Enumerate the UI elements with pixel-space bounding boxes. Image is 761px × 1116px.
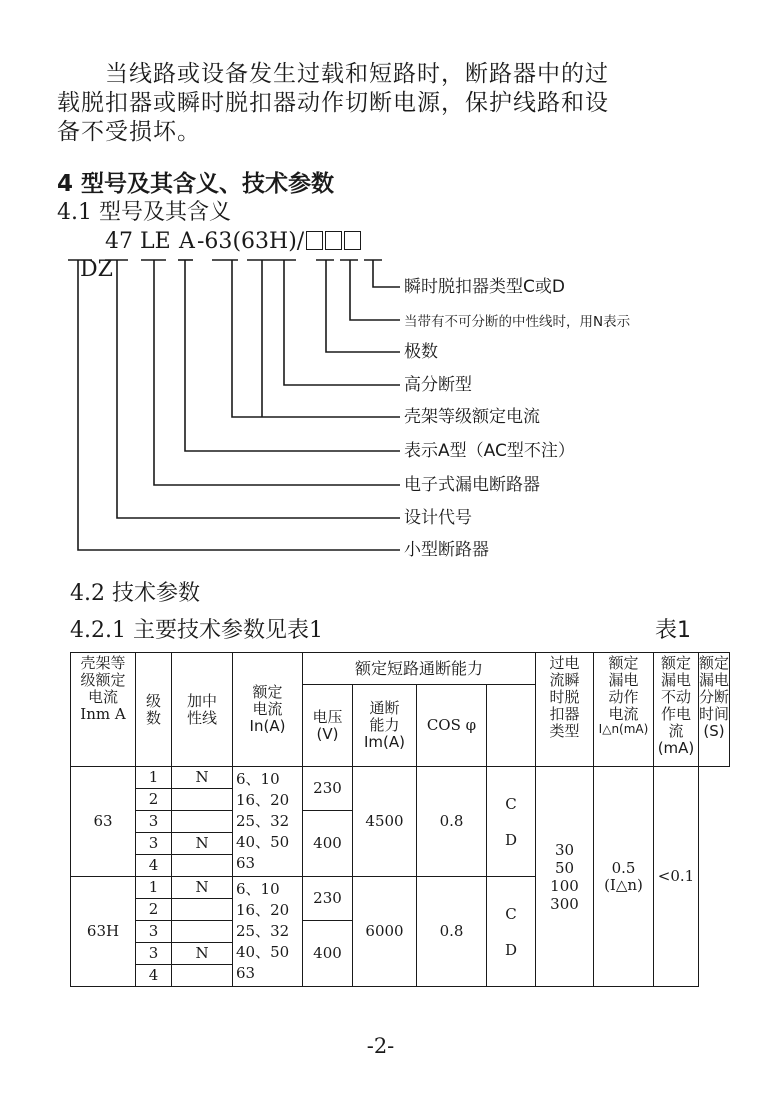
table-row-poles: 1: [136, 767, 172, 789]
section-4-2-1-heading: 4.2.1 主要技术参数见表1: [70, 618, 323, 643]
label-neutral: 当带有不可分断的中性线时，用N表示: [404, 314, 631, 330]
intro-line-2: 载脱扣器或瞬时脱扣器动作切断电源，保护线路和设: [57, 90, 609, 116]
rated-current-list-63h: 6、10 16、20 25、32 40、50 63: [233, 877, 303, 987]
voltage-400-63h: 400: [303, 921, 353, 987]
voltage-230-63: 230: [303, 767, 353, 811]
table-row-neutral: [172, 921, 233, 943]
code-a: A: [179, 229, 195, 254]
table-row-poles: 2: [136, 789, 172, 811]
label-frame-current: 壳架等级额定电流: [404, 407, 540, 427]
th-trip-type: 过电 流瞬 时脱 扣器 类型: [536, 653, 594, 767]
table-row-poles: 3: [136, 833, 172, 855]
cos-63h: 0.8: [417, 877, 487, 987]
th-voltage: 电压 (V): [303, 685, 353, 767]
table-row-neutral: N: [172, 833, 233, 855]
table-row-poles: 4: [136, 965, 172, 987]
spec-table: [70, 652, 730, 987]
capacity-63: 4500: [353, 767, 417, 877]
th-capacity: 通断 能力 Im(A): [353, 685, 417, 767]
label-poles: 极数: [404, 342, 438, 362]
table-row-poles: 2: [136, 899, 172, 921]
th-rated-current: 额定 电流 In(A): [233, 653, 303, 767]
frame-63: 63: [71, 767, 136, 877]
table-row-poles: 4: [136, 855, 172, 877]
intro-line-3: 备不受损坏。: [57, 119, 201, 145]
label-electronic-rcd: 电子式漏电断路器: [404, 475, 540, 495]
code-47: 47: [105, 229, 133, 254]
table-row-neutral: [172, 811, 233, 833]
voltage-400-63: 400: [303, 811, 353, 877]
section-4-heading: 4 型号及其含义、技术参数: [57, 171, 335, 197]
table-row-neutral: [172, 965, 233, 987]
table-row-poles: 3: [136, 811, 172, 833]
table-row-neutral: N: [172, 877, 233, 899]
th-break-time: 额定 漏电 分断 时间 (S): [699, 653, 730, 767]
th-leak-nonoperating: 额定 漏电 不动 作电 流(mA): [654, 653, 699, 767]
cos-63: 0.8: [417, 767, 487, 877]
table-row-poles: 3: [136, 943, 172, 965]
th-cos-phi: COS φ: [417, 685, 487, 767]
table-row-poles: 1: [136, 877, 172, 899]
code-slash: /: [296, 229, 305, 254]
section-4-2-heading: 4.2 技术参数: [70, 581, 200, 606]
code-dz: DZ: [80, 257, 113, 282]
label-type-a: 表示A型（AC型不注）: [404, 441, 575, 461]
rated-current-list-63: 6、10 16、20 25、32 40、50 63: [233, 767, 303, 877]
th-frame-current: 壳架等 级额定 电流 Inm A: [71, 653, 136, 767]
break-time-value: <0.1: [654, 767, 699, 987]
table-row-neutral: N: [172, 767, 233, 789]
table-row-neutral: [172, 855, 233, 877]
table-row-neutral: [172, 899, 233, 921]
label-mcb: 小型断路器: [404, 540, 489, 560]
section-4-1-heading: 4.1 型号及其含义: [57, 200, 231, 225]
leak-operating-values: 30 50 100 300: [536, 767, 594, 987]
trip-type-63: C D: [487, 767, 536, 877]
code-dash-63: -63: [197, 229, 233, 254]
th-neutral: 加中 性线: [172, 653, 233, 767]
trip-type-63h: C D: [487, 877, 536, 987]
table-row-neutral: N: [172, 943, 233, 965]
label-trip-type: 瞬时脱扣器类型C或D: [404, 277, 565, 297]
capacity-63h: 6000: [353, 877, 417, 987]
code-le: LE: [140, 229, 171, 254]
table-ref: 表1: [655, 618, 691, 643]
label-design-code: 设计代号: [404, 508, 472, 528]
voltage-230-63h: 230: [303, 877, 353, 921]
code-63h: (63H): [232, 229, 297, 254]
table-row-poles: 3: [136, 921, 172, 943]
table-row-neutral: [172, 789, 233, 811]
leak-nonoperating-values: 0.5 (I△n): [594, 767, 654, 987]
page-number: -2-: [366, 1034, 395, 1058]
label-high-breaking: 高分断型: [404, 375, 472, 395]
frame-63h: 63H: [71, 877, 136, 987]
th-leak-operating: 额定 漏电 动作 电流 I△n(mA): [594, 653, 654, 767]
th-poles: 级 数: [136, 653, 172, 767]
intro-line-1: 当线路或设备发生过载和短路时，断路器中的过: [105, 61, 609, 87]
th-breaking-capacity: 额定短路通断能力: [303, 653, 536, 685]
